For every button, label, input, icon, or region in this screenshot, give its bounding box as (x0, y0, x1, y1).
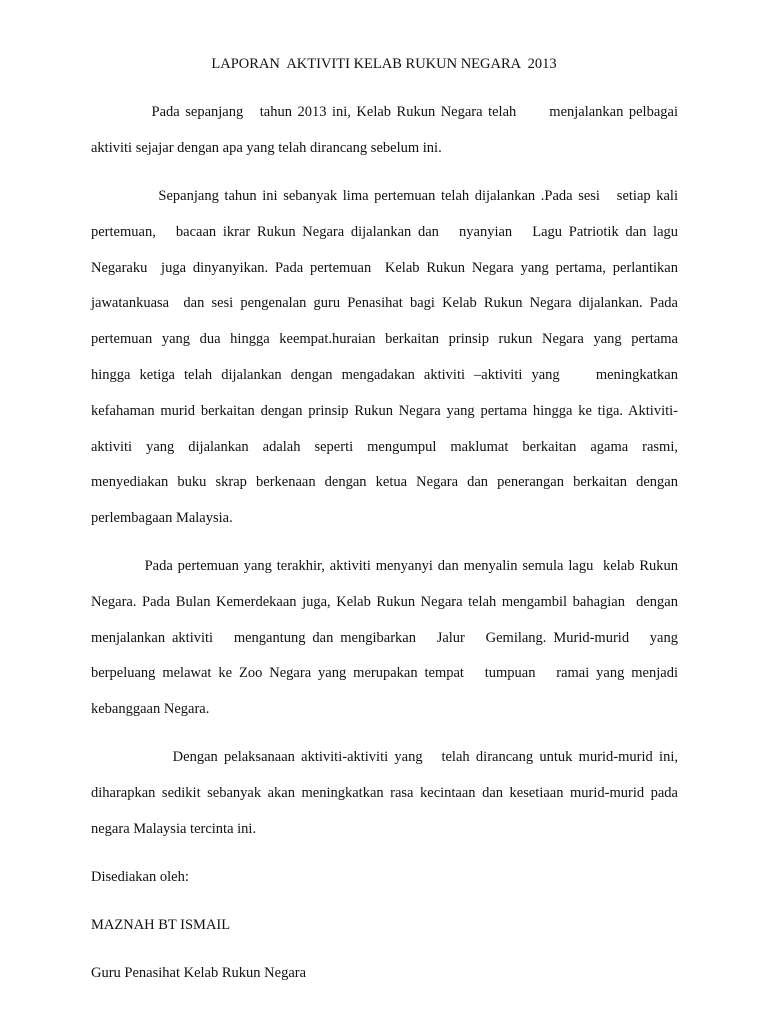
paragraph-2-line-5: pertemuan yang dua hingga keempat.huraian berkaitan prinsip rukun Negara yang pertama (91, 331, 678, 347)
author-position: Guru Penasihat Kelab Rukun Negara (91, 965, 307, 981)
paragraph-2-line-8: aktiviti yang dijalankan adalah seperti mengumpul maklumat berkaitan agama rasmi, (91, 439, 678, 455)
paragraph-2-line-2: pertemuan, bacaan ikrar Rukun Negara dijalankan dan nyanyian Lagu Patriotik dan lagu (91, 224, 678, 240)
paragraph-4-line-3: negara Malaysia tercinta ini. (91, 821, 257, 837)
paragraph-2-line-3: Negaraku juga dinyanyikan. Pada pertemuan Kelab Rukun Negara yang pertama, perlantikan (91, 260, 678, 276)
document-title: LAPORAN AKTIVITI KELAB RUKUN NEGARA 2013 (211, 56, 557, 72)
paragraph-4-line-1: Dengan pelaksanaan aktiviti-aktiviti yang telah dirancang untuk murid-murid ini, (91, 749, 678, 765)
paragraph-3-line-1: Pada pertemuan yang terakhir, aktiviti menyanyi dan menyalin semula lagu kelab Rukun (91, 558, 678, 574)
paragraph-3-line-4: berpeluang melawat ke Zoo Negara yang merupakan tempat tumpuan ramai yang menjadi (91, 665, 678, 681)
paragraph-1-line-1: Pada sepanjang tahun 2013 ini, Kelab Rukun Negara telah menjalankan pelbagai (91, 104, 678, 120)
paragraph-1-line-2: aktiviti sejajar dengan apa yang telah dirancang sebelum ini. (91, 140, 442, 156)
paragraph-2-line-10: perlembagaan Malaysia. (91, 510, 233, 526)
paragraph-2-line-1: Sepanjang tahun ini sebanyak lima pertemuan telah dijalankan .Pada sesi setiap kali (91, 188, 678, 204)
paragraph-3-line-5: kebanggaan Negara. (91, 701, 210, 717)
paragraph-4-line-2: diharapkan sedikit sebanyak akan meningkatkan rasa kecintaan dan kesetiaan murid-murid pada (91, 785, 678, 801)
paragraph-2-line-9: menyediakan buku skrap berkenaan dengan ketua Negara dan penerangan berkaitan dengan (91, 474, 678, 490)
paragraph-3-line-3: menjalankan aktiviti mengantung dan mengibarkan Jalur Gemilang. Murid-murid yang (91, 630, 678, 646)
paragraph-2-line-4: jawatankuasa dan sesi pengenalan guru Penasihat bagi Kelab Rukun Negara dijalankan. Pada (91, 295, 678, 311)
paragraph-2-line-6: hingga ketiga telah dijalankan dengan mengadakan aktiviti –aktiviti yang meningkatkan (91, 367, 678, 383)
prepared-by-label: Disediakan oleh: (91, 869, 189, 885)
paragraph-3-line-2: Negara. Pada Bulan Kemerdekaan juga, Kelab Rukun Negara telah mengambil bahagian dengan (91, 594, 678, 610)
paragraph-2-line-7: kefahaman murid berkaitan dengan prinsip Rukun Negara yang pertama hingga ke tiga. Aktiviti- (91, 403, 678, 419)
author-name: MAZNAH BT ISMAIL (91, 917, 231, 933)
